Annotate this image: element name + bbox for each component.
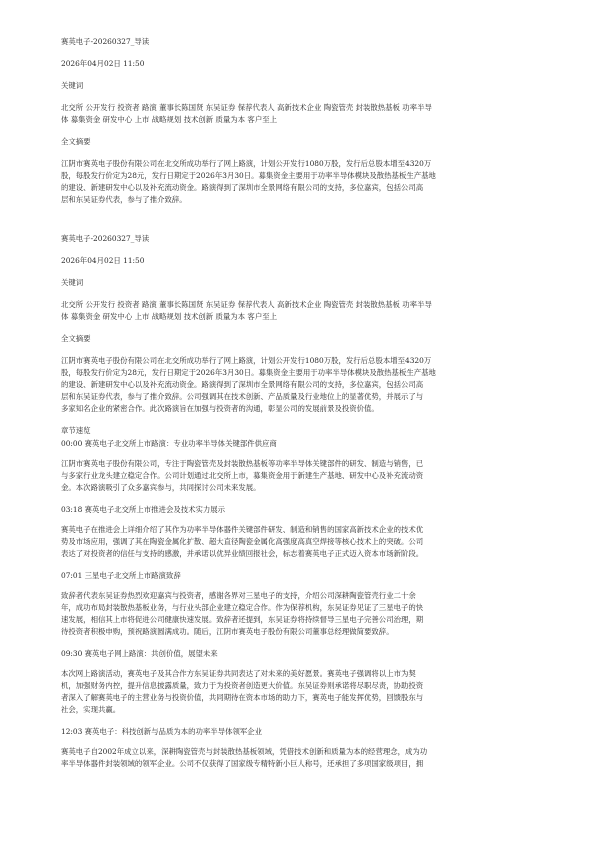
- doc-block-2: [61, 233, 541, 437]
- doc-title: 赛英电子-20260327_导读: [61, 37, 150, 46]
- summary-label: 全文摘要: [61, 334, 91, 343]
- chapter-title: 03:18 赛英电子北交所上市推进会及技术实力展示: [61, 505, 226, 514]
- keywords-label: 关键词: [61, 81, 84, 90]
- chapter-body: 致辞者代表东吴证券热烈欢迎嘉宾与投资者，感谢各界对三星电子的支持，介绍公司深耕陶瓷管壳行业二十余 年，成功布局封装散热基板业务，与行业头部企业建立稳定合作。作为保荐机构，东吴证券见证了三星电子的快 速发展，相信其上市将促进公司健康快速发展。致辞者还提到，东吴证券将持续督导三星电子完善公司治理，期 待投资者积极申购，预祝路演圆满成功。随后，江阴市赛英电子股份有限公司董事总经理做简要致辞。: [61, 591, 424, 636]
- doc-title: 赛英电子-20260327_导读: [61, 234, 150, 243]
- chapter-body: 本次网上路演活动，赛英电子及其合作方东吴证券共同表达了对未来的美好愿景。赛英电子强调将以上市为契 机，加强财务内控，提升信息披露质量，致力于为投资者创造更大价值。东吴证券则承诺将尽职尽责，协助投资 者深入了解赛英电子的主营业务与投资价值，共同期待在资本市场的助力下，赛英电子能发挥优势，回馈股东与 社会，实现共赢。: [61, 669, 424, 714]
- chapter-body: 赛英电子自2002年成立以来，深耕陶瓷管壳与封装散热基板领域，凭借技术创新和质量为本的经营理念，成为功 率半导体器件封装领域的领军企业。公司不仅获得了国家级专精特新小巨人称号，还承担了多项国家级项目，拥: [61, 747, 428, 768]
- chapter-section: [61, 570, 541, 638]
- chapter-section: [61, 648, 541, 716]
- summary-text: 江阴市赛英电子股份有限公司在北交所成功举行了网上路演，计划公开发行1080万股，发行后总股本增至4320万 股，每股发行价定为28元，发行日期定于2026年3月30日。募集资金主要用于功率半导体模块及散热基板生产基地 的建设、新建研发中心以及补充流动资金。路演得到了深圳市全景网络有限公司的支持，多位嘉宾，包括公司高 层和东吴证券代表，参与了推介致辞。公司强调其在技术创新、产品质量及行业地位上的显著优势，并展示了与 多家知名企业的紧密合作。此次路演旨在加强与投资者的沟通，彰显公司的发展前景及投资价值。: [61, 356, 436, 413]
- summary-text: 江阴市赛英电子股份有限公司在北交所成功举行了网上路演，计划公开发行1080万股，发行后总股本增至4320万 股，每股发行价定为28元，发行日期定于2026年3月30日。募集资金主要用于功率半导体模块及散热基板生产基地 的建设、新建研发中心以及补充流动资金。路演得到了深圳市全景网络有限公司的支持，多位嘉宾，包括公司高 层和东吴证券代表，参与了推介致辞。: [61, 159, 436, 204]
- chapters-list: [61, 438, 541, 770]
- doc-date: 2026年04月02日 11:50: [61, 256, 145, 265]
- chapter-section: [61, 438, 541, 494]
- chapter-body: 江阴市赛英电子股份有限公司，专注于陶瓷管壳及封装散热基板等功率半导体关键部件的研发、制造与销售，已 与多家行业龙头建立稳定合作。公司计划通过北交所上市，募集资金用于新建生产基地、研发中心及补充流动资 金。本次路演吸引了众多嘉宾参与，共同探讨公司未来发展。: [61, 459, 424, 492]
- chapter-title: 09:30 赛英电子网上路演：共创价值，展望未来: [61, 649, 218, 658]
- keywords-text: 北交所 公开发行 投资者 路演 董事长陈国贤 东吴证券 保荐代表人 高新技术企业 陶瓷管壳 封装散热基板 功率半导 体 募集资金 研发中心 上市 战略规划 技术创新 质量为本 客户至上: [61, 300, 432, 321]
- chapter-title: 07:01 三星电子北交所上市路演致辞: [61, 571, 181, 580]
- chapter-section: [61, 726, 541, 770]
- chapters-label: 章节速览: [61, 426, 91, 435]
- keywords-text: 北交所 公开发行 投资者 路演 董事长陈国贤 东吴证券 保荐代表人 高新技术企业 陶瓷管壳 封装散热基板 功率半导 体 募集资金 研发中心 上市 战略规划 技术创新 质量为本 客户至上: [61, 103, 432, 124]
- doc-block-1: [61, 36, 541, 206]
- chapter-body: 赛英电子在推进会上详细介绍了其作为功率半导体器件关键部件研发、制造和销售的国家高新技术企业的技术优 势及市场应用，强调了其在陶瓷金属化扩散、超大直径陶瓷金属化高强度高真空焊接等核心技术上的突破。公司 表达了对投资者的信任与支持的感激，并承诺以优异业绩回报社会，标志着赛英电子正式迈入资本市场新阶段。: [61, 525, 424, 558]
- chapter-title: 12:03 赛英电子：科技创新与品质为本的功率半导体领军企业: [61, 727, 263, 736]
- chapter-title: 00:00 赛英电子北交所上市路演：专业功率半导体关键部件供应商: [61, 439, 277, 448]
- chapter-section: [61, 504, 541, 560]
- keywords-label: 关键词: [61, 278, 84, 287]
- summary-label: 全文摘要: [61, 137, 91, 146]
- doc-date: 2026年04月02日 11:50: [61, 59, 145, 68]
